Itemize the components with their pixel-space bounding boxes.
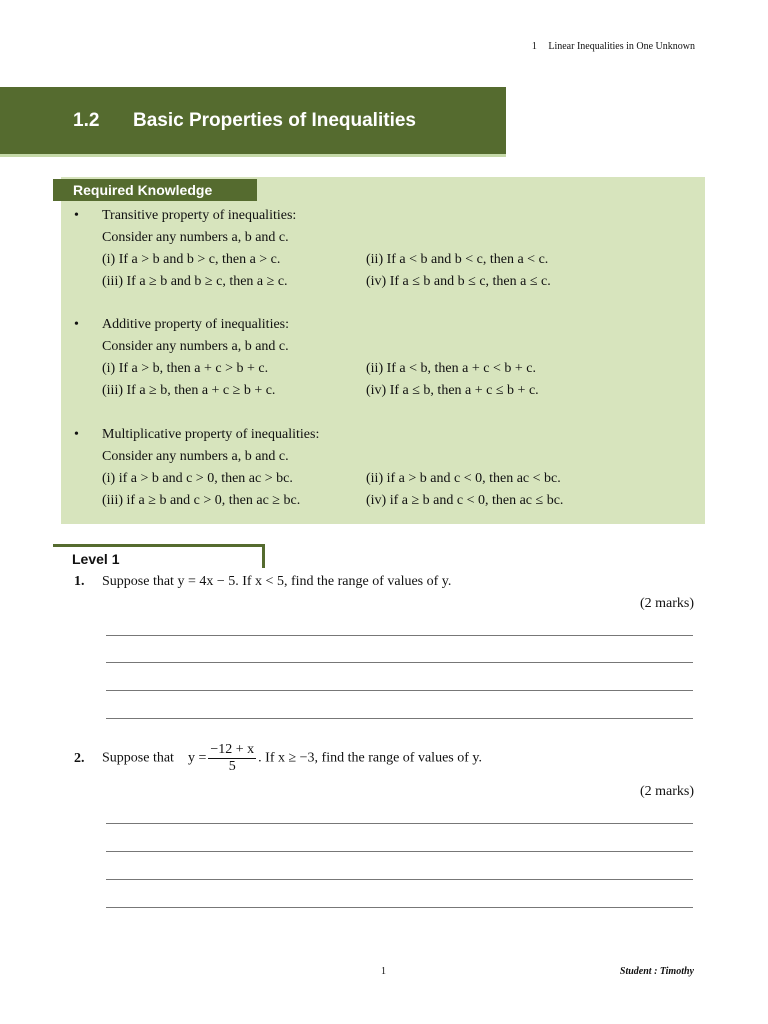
question-1	[74, 574, 451, 590]
answer-line[interactable]	[106, 907, 693, 908]
property-item: (iv) if a ≥ b and c < 0, then ac ≤ bc.	[366, 493, 564, 508]
answer-line[interactable]	[106, 851, 693, 852]
required-knowledge-label: Required Knowledge	[53, 179, 257, 201]
question-lhs: y =	[187, 750, 207, 766]
answer-line[interactable]	[106, 879, 693, 880]
question-marks: (2 marks)	[639, 784, 694, 799]
question-text-before: Suppose that	[102, 750, 174, 766]
answer-line[interactable]	[106, 718, 693, 719]
running-header	[532, 41, 695, 52]
answer-line[interactable]	[106, 823, 693, 824]
answer-line[interactable]	[106, 635, 693, 636]
property-item: (iii) if a ≥ b and c > 0, then ac ≥ bc.	[102, 493, 301, 508]
fraction	[208, 742, 256, 775]
property-item: (iv) If a ≤ b and b ≤ c, then a ≤ c.	[366, 274, 551, 289]
property-item: (iv) If a ≤ b, then a + c ≤ b + c.	[366, 383, 539, 398]
question-2	[74, 742, 482, 775]
property-item: (iii) If a ≥ b, then a + c ≥ b + c.	[102, 383, 276, 398]
section-banner	[0, 87, 506, 157]
property-item: (ii) if a > b and c < 0, then ac < bc.	[366, 471, 561, 486]
property-title: Transitive property of inequalities:	[102, 208, 297, 223]
property-item: (ii) If a < b, then a + c < b + c.	[366, 361, 536, 376]
fraction-denominator: 5	[228, 759, 236, 774]
property-item: (iii) If a ≥ b and b ≥ c, then a ≥ c.	[102, 274, 288, 289]
level-label: Level 1	[72, 551, 120, 567]
property-item: (ii) If a < b and b < c, then a < c.	[366, 252, 549, 267]
property-item: (i) If a > b and b > c, then a > c.	[102, 252, 281, 267]
property-item: (i) If a > b, then a + c > b + c.	[102, 361, 269, 376]
property-intro: Consider any numbers a, b and c.	[102, 339, 289, 354]
question-marks: (2 marks)	[639, 596, 694, 611]
bullet: •	[74, 208, 79, 223]
fraction-numerator: −12 + x	[210, 742, 255, 757]
student-name: Student : Timothy	[619, 966, 694, 977]
property-title: Multiplicative property of inequalities:	[102, 427, 320, 442]
question-text-after: . If x ≥ −3, find the range of values of y.	[258, 750, 482, 766]
chapter-title: Linear Inequalities in One Unknown	[548, 41, 695, 52]
bullet: •	[74, 427, 79, 442]
question-number: 1.	[74, 574, 85, 589]
level-heading	[53, 544, 265, 568]
question-text: Suppose that y = 4x − 5. If x < 5, find the range of values of y.	[102, 574, 452, 589]
question-number: 2.	[74, 750, 85, 766]
property-intro: Consider any numbers a, b and c.	[102, 449, 289, 464]
section-title: Basic Properties of Inequalities	[133, 109, 416, 131]
property-item: (i) if a > b and c > 0, then ac > bc.	[102, 471, 293, 486]
chapter-number: 1	[531, 41, 537, 52]
property-intro: Consider any numbers a, b and c.	[102, 230, 289, 245]
property-title: Additive property of inequalities:	[102, 317, 290, 332]
bullet: •	[74, 317, 79, 332]
section-number: 1.2	[73, 109, 100, 131]
page-number: 1	[381, 966, 386, 977]
answer-line[interactable]	[106, 690, 693, 691]
answer-line[interactable]	[106, 662, 693, 663]
